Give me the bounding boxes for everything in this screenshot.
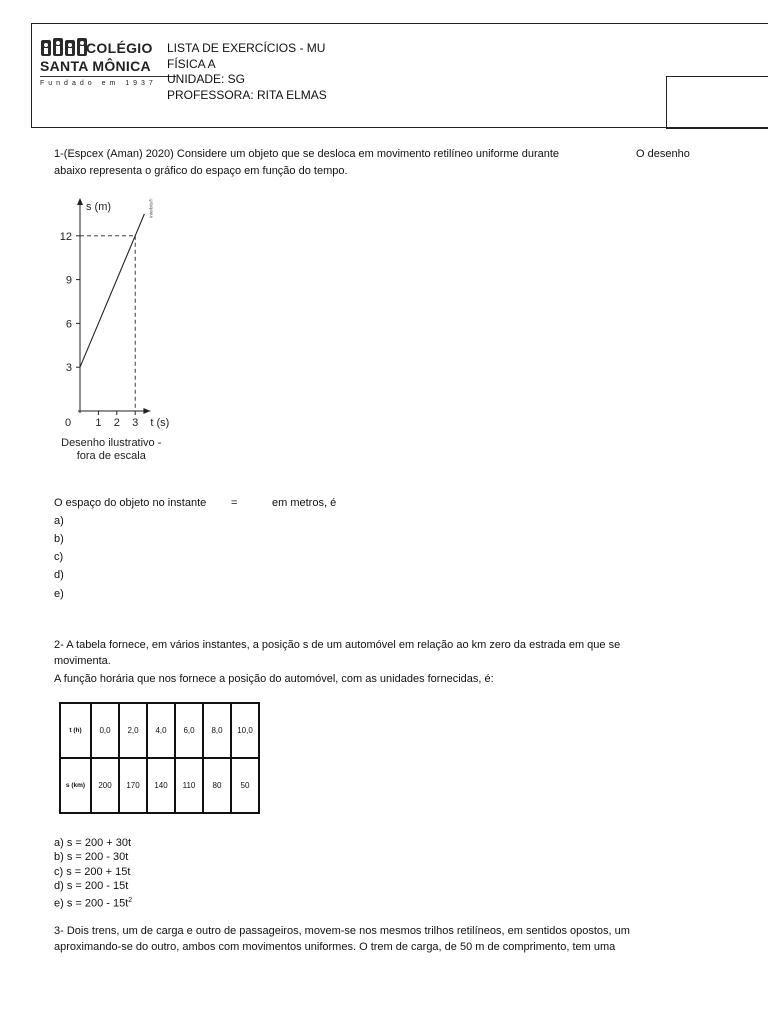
x-tick-label: 2 bbox=[113, 417, 120, 429]
logo-name-line1: COLÉGIO bbox=[86, 40, 153, 56]
table-cell: 50 bbox=[231, 758, 259, 813]
table-row bbox=[60, 758, 259, 813]
q3-line2: aproximando-se do outro, ambos com movimentos uniformes. O trem de carga, de 50 m de comprimento, tem uma bbox=[54, 941, 616, 953]
table-cell: 110 bbox=[175, 758, 203, 813]
table-cell: 0,0 bbox=[91, 703, 119, 758]
table-cell: 200 bbox=[91, 758, 119, 813]
y-tick-label: 3 bbox=[65, 362, 72, 375]
table-cell: 10,0 bbox=[231, 703, 259, 758]
table-cell: 170 bbox=[119, 758, 147, 813]
header-info bbox=[167, 41, 327, 103]
school-logo bbox=[38, 34, 178, 96]
logo-name-line2: SANTA MÔNICA bbox=[40, 58, 151, 74]
logo-emblem-icon bbox=[40, 36, 90, 58]
watermark-text: Interbits® bbox=[148, 198, 154, 218]
teacher: PROFESSORA: RITA ELMAS bbox=[167, 87, 327, 102]
logo-subtitle: Fundado em 1937 bbox=[40, 80, 157, 87]
y-axis-arrow-icon bbox=[77, 198, 83, 205]
y-tick-label: 12 bbox=[59, 230, 72, 243]
q2-intro-line1: 2- A tabela fornece, em vários instantes, a posição s de um automóvel em relação ao km zero da estrada em que se bbox=[54, 639, 621, 651]
y-axis-label: s (m) bbox=[86, 201, 112, 213]
q2-question: A função horária que nos fornece a posição do automóvel, com as unidades fornecidas, é: bbox=[54, 673, 494, 685]
q2-options bbox=[54, 836, 132, 911]
q1-question-eq: = bbox=[231, 497, 238, 509]
q2-option-d: d) s = 200 - 15t bbox=[54, 880, 129, 893]
q1-option-d: d) bbox=[54, 569, 64, 581]
table-cell: 80 bbox=[203, 758, 231, 813]
q2-intro-line2: movimenta. bbox=[54, 655, 111, 667]
table-cell: 6,0 bbox=[175, 703, 203, 758]
q1-option-a: a) bbox=[54, 515, 64, 527]
q2-option-e-text: e) s = 200 - 15t bbox=[54, 897, 129, 910]
table-cell: 8,0 bbox=[203, 703, 231, 758]
table-cell: 4,0 bbox=[147, 703, 175, 758]
q1-question-part2: em metros, é bbox=[272, 497, 337, 509]
y-tick-label: 6 bbox=[65, 318, 72, 331]
table-header-cell: t (h) bbox=[60, 703, 91, 758]
table-header-cell: s (km) bbox=[60, 758, 91, 813]
list-title: LISTA DE EXERCÍCIOS - MU bbox=[167, 41, 326, 55]
table-cell: 2,0 bbox=[119, 703, 147, 758]
subject: FÍSICA A bbox=[167, 56, 216, 71]
position-time-chart bbox=[55, 190, 200, 470]
position-table bbox=[59, 702, 260, 814]
logo-divider bbox=[40, 76, 176, 77]
table-row bbox=[60, 703, 259, 758]
x-axis-label: t (s) bbox=[150, 417, 170, 429]
y-tick-label: 9 bbox=[65, 274, 72, 287]
q1-option-c: c) bbox=[54, 551, 64, 563]
q3-line1: 3- Dois trens, um de carga e outro de passageiros, movem-se nos mesmos trilhos retilíneos, em sentidos opostos, um bbox=[54, 925, 630, 937]
q2-option-e-exponent: 2 bbox=[128, 896, 133, 904]
q1-option-b: b) bbox=[54, 533, 64, 545]
q2-option-a: a) s = 200 + 30t bbox=[54, 837, 132, 849]
header-box bbox=[31, 23, 768, 128]
chart-caption-line1: Desenho ilustrativo - bbox=[61, 437, 162, 449]
q1-intro-part2: O desenho bbox=[636, 148, 690, 160]
q1-intro-line2: abaixo representa o gráfico do espaço em função do tempo. bbox=[54, 165, 348, 177]
q1-option-e: e) bbox=[54, 588, 64, 600]
q1-question-part1: O espaço do objeto no instante bbox=[54, 497, 207, 509]
x-tick-label: 0 bbox=[64, 417, 72, 429]
q2-option-b: b) s = 200 - 30t bbox=[54, 851, 129, 864]
table-cell: 140 bbox=[147, 758, 175, 813]
series-line bbox=[80, 214, 144, 367]
grade-box bbox=[666, 76, 768, 129]
q2-option-c: c) s = 200 + 15t bbox=[54, 865, 131, 878]
x-axis-arrow-icon bbox=[143, 408, 150, 414]
unit: UNIDADE: SG bbox=[167, 72, 246, 86]
q1-intro-part1: 1-(Espcex (Aman) 2020) Considere um objeto que se desloca em movimento retilíneo uniforme durante bbox=[54, 148, 560, 160]
q2-option-e bbox=[54, 894, 132, 911]
chart-caption-line2: fora de escala bbox=[76, 450, 146, 462]
x-tick-label: 1 bbox=[95, 417, 102, 429]
x-tick-label: 3 bbox=[132, 417, 139, 429]
